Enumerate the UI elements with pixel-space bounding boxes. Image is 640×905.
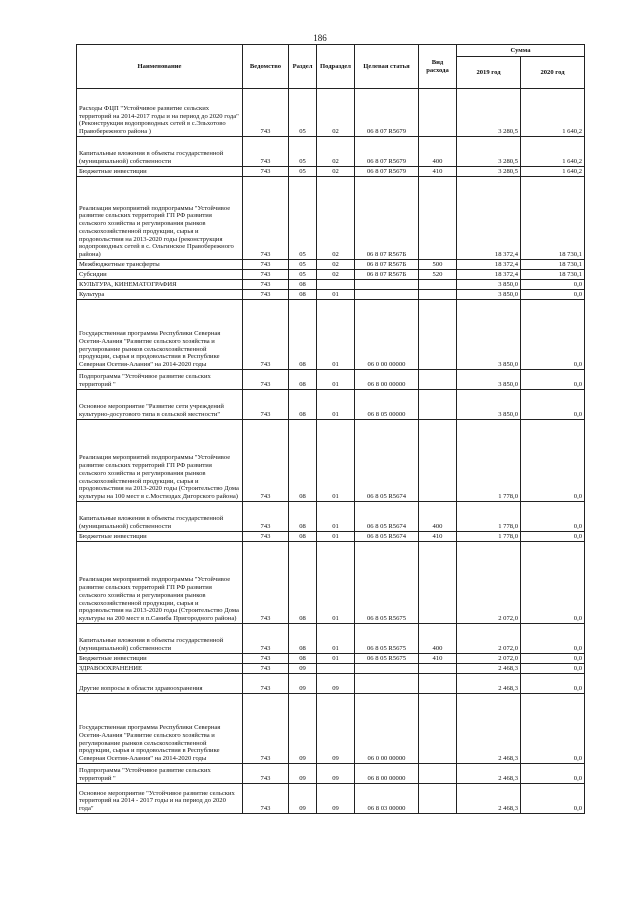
- table-row: [77, 502, 585, 532]
- row-section: 05: [289, 177, 317, 260]
- row-target: 06 8 07 R567Б: [355, 260, 419, 270]
- row-name: Основное мероприятие "Развитие сети учреждений культурно-досугового типа в сельской местности": [77, 390, 243, 420]
- row-section: 08: [289, 390, 317, 420]
- table-row: [77, 764, 585, 784]
- row-name: Основное мероприятие "Устойчивое развитие сельских территорий на 2014 - 2017 годы и на период до 2020 года": [77, 784, 243, 814]
- row-target: [355, 290, 419, 300]
- row-department: 743: [243, 694, 289, 764]
- row-name: Бюджетные инвестиции: [77, 654, 243, 664]
- row-name: Подпрограмма "Устойчивое развитие сельских территорий ": [77, 764, 243, 784]
- table-row: [77, 89, 585, 137]
- row-expense-type: 400: [419, 137, 457, 167]
- row-expense-type: [419, 300, 457, 370]
- row-sum-2019: 18 372,4: [457, 270, 521, 280]
- row-section: 09: [289, 664, 317, 674]
- row-target: 06 8 05 R5675: [355, 624, 419, 654]
- row-expense-type: 400: [419, 502, 457, 532]
- row-sum-2020: 0,0: [521, 784, 585, 814]
- row-name: Государственная программа Республики Северная Осетия-Алания "Развитие сельского хозяйства и регулирование рынков сельскохозяйственной продукции, сырья и продовольствия в Республике Северная Осетия-Алания" на 2014-2020 годы: [77, 300, 243, 370]
- row-name: Другие вопросы в области здравоохранения: [77, 674, 243, 694]
- row-subsection: 01: [317, 542, 355, 624]
- row-sum-2020: 0,0: [521, 502, 585, 532]
- row-sum-2019: 2 072,0: [457, 542, 521, 624]
- row-sum-2019: 3 850,0: [457, 390, 521, 420]
- row-subsection: 02: [317, 167, 355, 177]
- table-row: [77, 290, 585, 300]
- row-subsection: [317, 664, 355, 674]
- row-department: 743: [243, 674, 289, 694]
- row-name: Расходы ФЦП "Устойчивое развитие сельских территорий на 2014-2017 годы и на период до 2020 года" (Реконструкция водопроводных сетей в с.Эльхотово Правобережного района ): [77, 89, 243, 137]
- row-target: 06 8 00 00000: [355, 370, 419, 390]
- row-target: 06 8 07 R5679: [355, 137, 419, 167]
- row-target: [355, 674, 419, 694]
- row-sum-2019: 2 468,3: [457, 664, 521, 674]
- row-sum-2020: 0,0: [521, 694, 585, 764]
- row-department: 743: [243, 784, 289, 814]
- row-sum-2020: 0,0: [521, 674, 585, 694]
- row-subsection: 01: [317, 420, 355, 502]
- row-subsection: 09: [317, 784, 355, 814]
- row-expense-type: [419, 674, 457, 694]
- row-subsection: 01: [317, 624, 355, 654]
- row-section: 09: [289, 694, 317, 764]
- row-expense-type: [419, 390, 457, 420]
- row-sum-2020: 0,0: [521, 624, 585, 654]
- row-subsection: 01: [317, 532, 355, 542]
- row-target: [355, 280, 419, 290]
- row-section: 08: [289, 502, 317, 532]
- row-sum-2020: 1 640,2: [521, 137, 585, 167]
- table-row: [77, 664, 585, 674]
- row-department: 743: [243, 532, 289, 542]
- header-expense-type: Вид расхода: [419, 45, 457, 89]
- row-department: 743: [243, 167, 289, 177]
- row-sum-2020: 18 730,1: [521, 270, 585, 280]
- row-name: Государственная программа Республики Северная Осетия-Алания "Развитие сельского хозяйства и регулирование рынков сельскохозяйственной продукции, сырья и продовольствия в Республике Северная Осетия-Алания" на 2014-2020 годы: [77, 694, 243, 764]
- row-sum-2019: 2 072,0: [457, 624, 521, 654]
- row-sum-2020: 0,0: [521, 280, 585, 290]
- table-row: [77, 177, 585, 260]
- row-expense-type: [419, 177, 457, 260]
- header-sum: Сумма: [457, 45, 585, 57]
- row-section: 05: [289, 89, 317, 137]
- row-sum-2020: 0,0: [521, 764, 585, 784]
- row-sum-2019: 3 850,0: [457, 280, 521, 290]
- row-name: Подпрограмма "Устойчивое развитие сельских территорий ": [77, 370, 243, 390]
- row-sum-2020: 0,0: [521, 420, 585, 502]
- row-subsection: [317, 280, 355, 290]
- row-sum-2019: 2 468,3: [457, 784, 521, 814]
- row-expense-type: 410: [419, 167, 457, 177]
- table-row: [77, 784, 585, 814]
- row-section: 08: [289, 624, 317, 654]
- row-section: 08: [289, 300, 317, 370]
- row-department: 743: [243, 270, 289, 280]
- row-subsection: 02: [317, 89, 355, 137]
- row-subsection: 09: [317, 764, 355, 784]
- row-department: 743: [243, 390, 289, 420]
- row-sum-2020: 0,0: [521, 290, 585, 300]
- row-sum-2020: 1 640,2: [521, 167, 585, 177]
- header-year-2019: 2019 год: [457, 57, 521, 89]
- table-row: [77, 300, 585, 370]
- row-sum-2019: 3 850,0: [457, 290, 521, 300]
- row-sum-2020: 0,0: [521, 664, 585, 674]
- row-sum-2020: 0,0: [521, 390, 585, 420]
- row-department: 743: [243, 177, 289, 260]
- row-sum-2019: 3 280,5: [457, 89, 521, 137]
- row-target: 06 8 07 R5679: [355, 89, 419, 137]
- row-section: 08: [289, 542, 317, 624]
- row-name: Бюджетные инвестиции: [77, 532, 243, 542]
- table-row: [77, 370, 585, 390]
- row-department: 743: [243, 260, 289, 270]
- row-section: 05: [289, 167, 317, 177]
- row-sum-2019: 3 280,5: [457, 137, 521, 167]
- row-target: 06 8 07 R5679: [355, 167, 419, 177]
- row-department: 743: [243, 542, 289, 624]
- row-target: 06 8 05 R5674: [355, 420, 419, 502]
- row-department: 743: [243, 654, 289, 664]
- row-department: 743: [243, 280, 289, 290]
- row-sum-2020: 0,0: [521, 654, 585, 664]
- row-expense-type: [419, 89, 457, 137]
- row-subsection: 02: [317, 177, 355, 260]
- row-target: 06 8 00 00000: [355, 764, 419, 784]
- table-row: [77, 390, 585, 420]
- row-name: Культура: [77, 290, 243, 300]
- row-target: 06 0 00 00000: [355, 694, 419, 764]
- row-target: 06 8 07 R567Б: [355, 270, 419, 280]
- row-expense-type: [419, 764, 457, 784]
- row-expense-type: 520: [419, 270, 457, 280]
- row-target: 06 8 05 R5674: [355, 532, 419, 542]
- row-sum-2020: 0,0: [521, 532, 585, 542]
- row-target: 06 8 05 R5674: [355, 502, 419, 532]
- row-name: КУЛЬТУРА, КИНЕМАТОГРАФИЯ: [77, 280, 243, 290]
- row-sum-2019: 1 778,0: [457, 420, 521, 502]
- row-department: 743: [243, 370, 289, 390]
- row-expense-type: 410: [419, 532, 457, 542]
- row-sum-2019: 18 372,4: [457, 260, 521, 270]
- row-sum-2019: 3 850,0: [457, 300, 521, 370]
- row-sum-2020: 18 730,1: [521, 177, 585, 260]
- header-subsection: Подраздел: [317, 45, 355, 89]
- row-sum-2019: 1 778,0: [457, 502, 521, 532]
- row-expense-type: [419, 370, 457, 390]
- row-expense-type: [419, 280, 457, 290]
- row-department: 743: [243, 137, 289, 167]
- row-section: 05: [289, 137, 317, 167]
- row-department: 743: [243, 89, 289, 137]
- row-subsection: 01: [317, 390, 355, 420]
- row-subsection: 01: [317, 300, 355, 370]
- row-name: Реализация мероприятий подпрограммы "Устойчивое развитие сельских территорий ГП РФ развития сельского хозяйства и регулирования рынков сельскохозяйственной продукции, сырья и продовольствия на 2013-2020 годы (Строительство Дома культуры на 100 мест в с.Мостиздах Дигорского района): [77, 420, 243, 502]
- row-expense-type: [419, 420, 457, 502]
- row-sum-2019: 2 468,3: [457, 764, 521, 784]
- row-target: 06 8 03 00000: [355, 784, 419, 814]
- table-row: [77, 260, 585, 270]
- row-sum-2020: 0,0: [521, 370, 585, 390]
- row-subsection: 01: [317, 370, 355, 390]
- header-year-2020: 2020 год: [521, 57, 585, 89]
- row-name: Реализация мероприятий подпрограммы "Устойчивое развитие сельских территорий ГП РФ развития сельского хозяйства и регулирования рынков сельскохозяйственной продукции, сырья и продовольствия на 2013-2020 годы (реконструкция водопроводных сетей в с. Ольгинское Правобережного района): [77, 177, 243, 260]
- row-subsection: 01: [317, 502, 355, 532]
- header-name: Наименование: [77, 45, 243, 89]
- header-section: Раздел: [289, 45, 317, 89]
- row-section: 09: [289, 764, 317, 784]
- row-name: Реализация мероприятий подпрограммы "Устойчивое развитие сельских территорий ГП РФ развития сельского хозяйства и регулирования рынков сельскохозяйственной продукции, сырья и продовольствия на 2013-2020 годы (Строительство Дома культуры на 200 мест в п.Саниба Пригородного района): [77, 542, 243, 624]
- row-section: 09: [289, 784, 317, 814]
- row-section: 08: [289, 532, 317, 542]
- row-department: 743: [243, 420, 289, 502]
- table-row: [77, 624, 585, 654]
- row-department: 743: [243, 664, 289, 674]
- budget-table: [76, 44, 585, 814]
- row-target: 06 8 07 R567Б: [355, 177, 419, 260]
- row-sum-2019: 2 072,0: [457, 654, 521, 664]
- row-expense-type: 410: [419, 654, 457, 664]
- row-subsection: 09: [317, 694, 355, 764]
- row-name: ЗДРАВООХРАНЕНИЕ: [77, 664, 243, 674]
- table-row: [77, 674, 585, 694]
- row-expense-type: 400: [419, 624, 457, 654]
- row-target: 06 8 05 R5675: [355, 542, 419, 624]
- row-sum-2020: 1 640,2: [521, 89, 585, 137]
- table-row: [77, 694, 585, 764]
- row-department: 743: [243, 502, 289, 532]
- page-number: 186: [313, 33, 327, 43]
- row-subsection: 02: [317, 260, 355, 270]
- row-target: 06 8 05 00000: [355, 390, 419, 420]
- row-subsection: 02: [317, 137, 355, 167]
- row-name: Субсидии: [77, 270, 243, 280]
- table-row: [77, 280, 585, 290]
- row-section: 09: [289, 674, 317, 694]
- table-row: [77, 532, 585, 542]
- table-row: [77, 167, 585, 177]
- row-name: Капитальные вложения в объекты государственной (муниципальной) собственности: [77, 624, 243, 654]
- row-expense-type: [419, 542, 457, 624]
- table-row: [77, 542, 585, 624]
- row-section: 08: [289, 280, 317, 290]
- row-sum-2020: 0,0: [521, 300, 585, 370]
- row-department: 743: [243, 300, 289, 370]
- row-department: 743: [243, 624, 289, 654]
- row-subsection: 02: [317, 270, 355, 280]
- header-target: Целевая статья: [355, 45, 419, 89]
- row-target: 06 0 00 00000: [355, 300, 419, 370]
- table-row: [77, 270, 585, 280]
- row-name: Межбюджетные трансферты: [77, 260, 243, 270]
- row-expense-type: [419, 664, 457, 674]
- row-name: Бюджетные инвестиции: [77, 167, 243, 177]
- row-sum-2019: 2 468,3: [457, 674, 521, 694]
- row-target: [355, 664, 419, 674]
- row-sum-2019: 2 468,3: [457, 694, 521, 764]
- row-section: 05: [289, 270, 317, 280]
- row-sum-2019: 18 372,4: [457, 177, 521, 260]
- row-expense-type: 500: [419, 260, 457, 270]
- header-department: Ведомство: [243, 45, 289, 89]
- row-expense-type: [419, 784, 457, 814]
- row-section: 08: [289, 290, 317, 300]
- row-department: 743: [243, 290, 289, 300]
- row-subsection: 01: [317, 290, 355, 300]
- table-header: [77, 45, 585, 89]
- row-subsection: 09: [317, 674, 355, 694]
- row-expense-type: [419, 694, 457, 764]
- row-name: Капитальные вложения в объекты государственной (муниципальной) собственности: [77, 137, 243, 167]
- row-section: 08: [289, 370, 317, 390]
- row-subsection: 01: [317, 654, 355, 664]
- table-row: [77, 420, 585, 502]
- row-target: 06 8 05 R5675: [355, 654, 419, 664]
- row-sum-2020: 18 730,1: [521, 260, 585, 270]
- row-sum-2019: 3 850,0: [457, 370, 521, 390]
- row-section: 08: [289, 654, 317, 664]
- row-sum-2020: 0,0: [521, 542, 585, 624]
- table-row: [77, 654, 585, 664]
- row-department: 743: [243, 764, 289, 784]
- table-body: [77, 89, 585, 814]
- row-sum-2019: 3 280,5: [457, 167, 521, 177]
- table-row: [77, 137, 585, 167]
- row-expense-type: [419, 290, 457, 300]
- row-name: Капитальные вложения в объекты государственной (муниципальной) собственности: [77, 502, 243, 532]
- row-section: 08: [289, 420, 317, 502]
- row-section: 05: [289, 260, 317, 270]
- row-sum-2019: 1 778,0: [457, 532, 521, 542]
